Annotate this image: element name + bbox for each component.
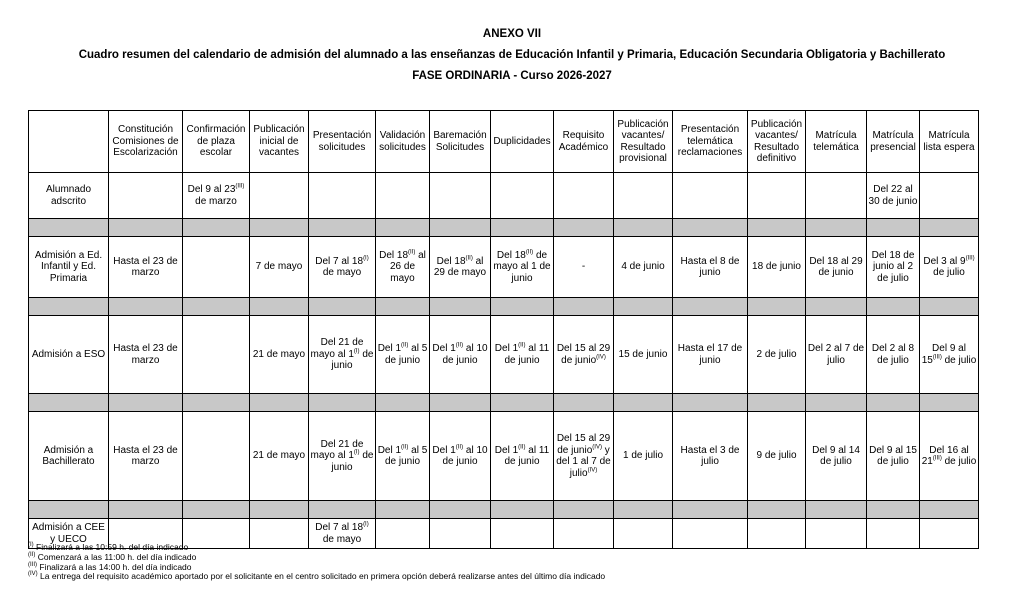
table-row <box>29 316 979 394</box>
footnote-marker: (II) <box>408 249 416 256</box>
table-cell <box>748 519 806 549</box>
table-cell: 4 de junio <box>614 237 673 298</box>
table-cell: 21 de mayo <box>250 316 309 394</box>
footnote-marker: (III) <box>932 455 942 462</box>
separator-cell <box>430 501 491 519</box>
admission-calendar-table <box>28 110 979 549</box>
separator-cell <box>867 219 920 237</box>
column-header: Matrícula presencial <box>867 111 920 173</box>
column-header: Publicación vacantes/ Resultado definitivo <box>748 111 806 173</box>
separator-cell <box>376 219 430 237</box>
separator-cell <box>867 501 920 519</box>
separator-cell <box>430 298 491 316</box>
table-cell: Del 7 al $18^{(I)}$ de mayo <box>309 237 376 298</box>
table-cell: Del 16 al $21^{(III)}$ de julio <box>920 412 979 501</box>
footnote-marker: (III) <box>932 354 942 361</box>
separator-cell <box>376 298 430 316</box>
footnote-marker: (II) <box>518 444 526 451</box>
separator-cell <box>806 501 867 519</box>
footnote-marker: (II) <box>455 444 464 451</box>
table-cell: Del 15 al 29 de junio$^{(IV)}$ y del 1 al 7 de julio$^{(IV)}$ <box>554 412 614 501</box>
separator-cell <box>29 298 109 316</box>
table-cell: Hasta el 17 de junio <box>673 316 748 394</box>
separator-cell <box>748 501 806 519</box>
separator-cell <box>920 501 979 519</box>
document-phase: FASE ORDINARIA - Curso 2026-2027 <box>412 70 612 82</box>
table-cell: Del 9 al 14 de julio <box>806 412 867 501</box>
column-header: Presentación telemática reclamaciones <box>673 111 748 173</box>
separator-cell <box>250 298 309 316</box>
table-cell <box>554 173 614 219</box>
table-cell <box>250 173 309 219</box>
row-label: Admisión a Bachillerato <box>29 412 109 501</box>
separator-cell <box>183 501 250 519</box>
table-cell: - <box>554 237 614 298</box>
table-cell <box>430 173 491 219</box>
row-label: Admisión a ESO <box>29 316 109 394</box>
table-cell: 2 de julio <box>748 316 806 394</box>
separator-cell <box>614 501 673 519</box>
separator-cell <box>109 298 183 316</box>
table-cell: Del 18 de junio al 2 de julio <box>867 237 920 298</box>
separator-cell <box>554 298 614 316</box>
separator-row <box>29 298 979 316</box>
footnote <box>28 572 605 582</box>
table-cell <box>920 519 979 549</box>
footnotes <box>28 543 605 582</box>
table-cell: Del 22 al 30 de junio <box>867 173 920 219</box>
table-cell: Del $1^{(II)}$ al 11 de junio <box>491 412 554 501</box>
separator-cell <box>806 394 867 412</box>
table-cell <box>806 173 867 219</box>
separator-cell <box>920 394 979 412</box>
separator-cell <box>614 394 673 412</box>
table-cell: Del $1^{(II)}$ al 10 de junio <box>430 316 491 394</box>
separator-cell <box>491 298 554 316</box>
table-cell: Del 9 al 15 de julio <box>867 412 920 501</box>
table-cell <box>183 412 250 501</box>
table-cell: Del $1^{(II)}$ al 5 de junio <box>376 412 430 501</box>
row-label: Admisión a CEE y UECO <box>29 519 109 549</box>
footnote-text: Comenzará a las 11:00 h. del día indicado <box>35 551 197 562</box>
footnote-marker: (IV) <box>587 467 598 474</box>
footnote-marker: (I) <box>28 542 34 549</box>
footnote-marker: (II) <box>518 342 526 349</box>
footnote-marker: (I) <box>363 255 369 262</box>
row-label: Admisión a Ed. Infantil y Ed. Primaria <box>29 237 109 298</box>
table-cell <box>309 173 376 219</box>
separator-cell <box>183 219 250 237</box>
separator-cell <box>250 219 309 237</box>
separator-cell <box>250 394 309 412</box>
separator-cell <box>250 501 309 519</box>
column-header: Presentación solicitudes <box>309 111 376 173</box>
table-cell: Del $1^{(II)}$ al 5 de junio <box>376 316 430 394</box>
footnote-marker: (IV) <box>28 571 38 578</box>
table-cell: Hasta el 23 de marzo <box>109 316 183 394</box>
footnote-marker: (II) <box>401 444 409 451</box>
column-header: Constitución Comisiones de Escolarización <box>109 111 183 173</box>
separator-row <box>29 501 979 519</box>
table-cell: Del 9 al $15^{(III)}$ de julio <box>920 316 979 394</box>
separator-cell <box>183 298 250 316</box>
table-cell: Del 2 al 7 de julio <box>806 316 867 394</box>
table-cell <box>109 173 183 219</box>
table-row <box>29 237 979 298</box>
table-row <box>29 412 979 501</box>
table-cell <box>673 519 748 549</box>
table-cell: Hasta el 23 de marzo <box>109 412 183 501</box>
separator-cell <box>748 298 806 316</box>
table-cell: Del $18^{(II)}$ al 26 de mayo <box>376 237 430 298</box>
table-cell <box>748 173 806 219</box>
table-cell: Del 18 al 29 de junio <box>806 237 867 298</box>
separator-cell <box>920 298 979 316</box>
column-header: Publicación vacantes/ Resultado provisional <box>614 111 673 173</box>
table-cell <box>673 173 748 219</box>
separator-cell <box>491 501 554 519</box>
table-cell: 21 de mayo <box>250 412 309 501</box>
footnote-marker: (IV) <box>592 444 602 451</box>
column-header: Matrícula lista espera <box>920 111 979 173</box>
table-cell: Del $18^{(II)}$ de mayo al 1 de junio <box>491 237 554 298</box>
separator-cell <box>673 394 748 412</box>
separator-cell <box>29 394 109 412</box>
header-row <box>29 111 979 173</box>
table-cell: 7 de mayo <box>250 237 309 298</box>
footnote-text: La entrega del requisito académico aportado por el solicitante en el centro solicitado en primera opción deberá realizarse antes del último día indicado <box>37 571 606 582</box>
separator-cell <box>554 501 614 519</box>
table-cell <box>183 316 250 394</box>
footnote-marker: (II) <box>525 249 534 256</box>
table-cell: Hasta el 8 de junio <box>673 237 748 298</box>
table-cell: Hasta el 23 de marzo <box>109 237 183 298</box>
table-cell <box>376 173 430 219</box>
table-cell <box>491 173 554 219</box>
separator-cell <box>673 219 748 237</box>
separator-cell <box>309 298 376 316</box>
table-cell: 9 de julio <box>748 412 806 501</box>
footnote-marker: (III) <box>28 561 37 568</box>
separator-cell <box>183 394 250 412</box>
separator-cell <box>920 219 979 237</box>
separator-cell <box>614 219 673 237</box>
column-header: Validación solicitudes <box>376 111 430 173</box>
separator-row <box>29 394 979 412</box>
separator-cell <box>29 219 109 237</box>
footnote-marker: (I) <box>353 449 360 456</box>
separator-cell <box>376 394 430 412</box>
footnote-marker: (III) <box>235 183 245 190</box>
column-header: Matrícula telemática <box>806 111 867 173</box>
table-cell: Del 21 de mayo al $1^{(I)}$ de junio <box>309 316 376 394</box>
separator-cell <box>673 298 748 316</box>
column-header: Baremación Solicitudes <box>430 111 491 173</box>
separator-cell <box>806 298 867 316</box>
footnote-text: Finalizará a las 10:59 h. del día indicado <box>33 542 189 552</box>
table-row <box>29 173 979 219</box>
document-subtitle: Cuadro resumen del calendario de admisión del alumnado a las enseñanzas de Educación Infantil y Primaria, Educación Secundaria Obligatoria y Bachillerato <box>78 49 946 61</box>
document-header <box>0 24 1024 87</box>
footnote-marker: (I) <box>363 521 369 528</box>
table-cell: 15 de junio <box>614 316 673 394</box>
footnote-marker: (II) <box>465 255 473 262</box>
separator-cell <box>309 394 376 412</box>
footnote-text: Finalizará a las 14:00 h. del día indicado <box>37 561 192 572</box>
separator-cell <box>748 219 806 237</box>
separator-row <box>29 219 979 237</box>
separator-cell <box>430 219 491 237</box>
separator-cell <box>109 219 183 237</box>
table-cell: Del $18^{(II)}$ al 29 de mayo <box>430 237 491 298</box>
table-cell <box>806 519 867 549</box>
footnote-marker: (I) <box>353 348 360 355</box>
column-header <box>29 111 109 173</box>
separator-cell <box>748 394 806 412</box>
column-header: Requisito Académico <box>554 111 614 173</box>
table-cell <box>867 519 920 549</box>
table-cell: Del 3 al $9^{(III)}$ de julio <box>920 237 979 298</box>
separator-cell <box>867 298 920 316</box>
separator-cell <box>614 298 673 316</box>
table-cell <box>920 173 979 219</box>
column-header: Duplicidades <box>491 111 554 173</box>
table-cell <box>183 237 250 298</box>
separator-cell <box>430 394 491 412</box>
table-cell: Del 15 al 29 de junio$^{(IV)}$ <box>554 316 614 394</box>
footnote-marker: (II) <box>455 342 464 349</box>
separator-cell <box>673 501 748 519</box>
separator-cell <box>29 501 109 519</box>
separator-cell <box>491 394 554 412</box>
separator-cell <box>806 219 867 237</box>
separator-cell <box>109 394 183 412</box>
footnote-marker: (II) <box>28 551 36 558</box>
separator-cell <box>309 501 376 519</box>
footnote-marker: (IV) <box>596 354 606 361</box>
table-cell: Del 9 al $23^{(III)}$ de marzo <box>183 173 250 219</box>
separator-cell <box>554 394 614 412</box>
table-cell: 18 de junio <box>748 237 806 298</box>
table-cell: 1 de julio <box>614 412 673 501</box>
separator-cell <box>376 501 430 519</box>
footnote-marker: (II) <box>401 342 409 349</box>
table-cell: Del 21 de mayo al $1^{(I)}$ de junio <box>309 412 376 501</box>
column-header: Publicación inicial de vacantes <box>250 111 309 173</box>
separator-cell <box>867 394 920 412</box>
table-cell <box>614 519 673 549</box>
document-title: ANEXO VII <box>482 28 542 40</box>
table-cell: Del 2 al 8 de julio <box>867 316 920 394</box>
separator-cell <box>109 501 183 519</box>
separator-cell <box>309 219 376 237</box>
column-header: Confirmación de plaza escolar <box>183 111 250 173</box>
table-cell: Del 7 al $18^{(I)}$ de mayo <box>309 519 376 549</box>
table-cell: Hasta el 3 de julio <box>673 412 748 501</box>
footnote-marker: (III) <box>965 255 975 262</box>
table-cell: Del $1^{(II)}$ al 10 de junio <box>430 412 491 501</box>
table-cell: Del $1^{(II)}$ al 11 de junio <box>491 316 554 394</box>
table-cell <box>614 173 673 219</box>
separator-cell <box>491 219 554 237</box>
separator-cell <box>554 219 614 237</box>
row-label: Alumnado adscrito <box>29 173 109 219</box>
